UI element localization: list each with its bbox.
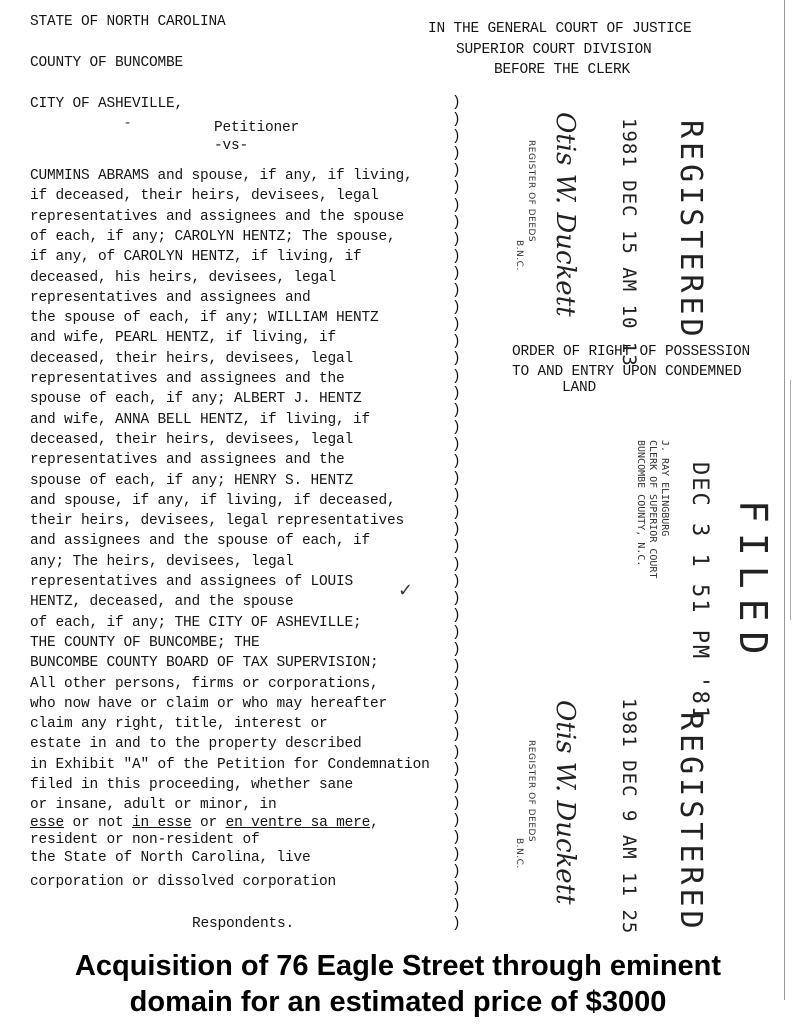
bracket-paren: ) bbox=[452, 590, 461, 607]
bracket-paren: ) bbox=[452, 146, 461, 163]
bracket-paren: ) bbox=[452, 830, 461, 847]
bracket-paren: ) bbox=[452, 402, 461, 419]
bracket-paren: ) bbox=[452, 847, 461, 864]
court-heading-line3: BEFORE THE CLERK bbox=[494, 62, 631, 78]
bracket-paren: ) bbox=[452, 419, 461, 436]
respondent-line: filed in this proceeding, whether sane bbox=[30, 777, 354, 793]
bracket-paren: ) bbox=[452, 727, 461, 744]
register-of-deeds-text: REGISTER OF DEEDS bbox=[526, 140, 536, 243]
respondent-line: representatives and assignees of LOUIS bbox=[30, 574, 354, 590]
registered-date-text: 1981 DEC 15 AM 10 13 bbox=[618, 118, 640, 367]
bracket-paren: ) bbox=[452, 573, 461, 590]
clerk-block bbox=[634, 440, 670, 578]
bracket-paren: ) bbox=[452, 642, 461, 658]
caption-line-1: Acquisition of 76 Eagle Street through eminent bbox=[74, 950, 722, 982]
respondent-line: deceased, his heirs, devisees, legal bbox=[30, 269, 337, 286]
bracket-paren: ) bbox=[452, 231, 461, 248]
petitioner-name: CITY OF ASHEVILLE, bbox=[30, 96, 184, 112]
order-title-line3: LAND bbox=[562, 380, 597, 396]
bracket-paren: ) bbox=[452, 265, 461, 282]
respondent-line: HENTZ, deceased, and the spouse bbox=[30, 594, 294, 611]
register-county-bottom bbox=[512, 838, 530, 869]
handwritten-check-mark: ✓ bbox=[398, 580, 414, 601]
bracket-paren: ) bbox=[452, 881, 461, 898]
bracket-paren: ) bbox=[452, 112, 461, 129]
court-heading-line1: IN THE GENERAL COURT OF JUSTICE bbox=[428, 21, 692, 37]
respondent-line: in Exhibit "A" of the Petition for Condemnation bbox=[30, 756, 430, 773]
bracket-paren: ) bbox=[452, 248, 461, 265]
respondent-line: claim any right, title, interest or bbox=[30, 716, 328, 733]
registered-stamp-bottom bbox=[673, 712, 708, 933]
order-title-line2: TO AND ENTRY UPON CONDEMNED bbox=[512, 364, 742, 380]
caption-bracket bbox=[452, 95, 472, 933]
right-edge-line-2 bbox=[790, 380, 791, 620]
registered-date-top bbox=[618, 118, 640, 367]
bracket-paren: ) bbox=[452, 522, 461, 539]
bracket-paren: ) bbox=[452, 163, 461, 180]
respondent-line: of each, if any; THE CITY OF ASHEVILLE; bbox=[30, 614, 362, 631]
respondent-line: representatives and assignees and the bbox=[30, 452, 345, 469]
register-of-deeds-top bbox=[524, 140, 542, 242]
respondent-line: if any, of CAROLYN HENTZ, if living, if bbox=[30, 249, 362, 266]
state-heading: STATE OF NORTH CAROLINA bbox=[30, 14, 226, 30]
signature-bottom-image: Otis W. Duckett bbox=[550, 700, 580, 905]
respondent-line: spouse of each, if any; HENRY S. HENTZ bbox=[30, 472, 354, 489]
bracket-paren: ) bbox=[452, 180, 461, 197]
respondent-line: All other persons, firms or corporations, bbox=[30, 675, 379, 692]
bracket-paren: ) bbox=[452, 453, 461, 470]
register-county-text: B.N.C. bbox=[514, 240, 524, 271]
registered-date-bottom-text: 1981 DEC 9 AM 11 25 bbox=[618, 698, 640, 935]
bracket-paren: ) bbox=[452, 710, 461, 727]
bracket-paren: ) bbox=[452, 864, 461, 881]
signature-image: Otis W. Duckett bbox=[550, 112, 580, 317]
bracket-paren: ) bbox=[452, 317, 461, 334]
respondent-line: if deceased, their heirs, devisees, legal bbox=[30, 188, 379, 205]
versus-label: -vs- bbox=[214, 138, 249, 154]
registered-date-bottom bbox=[618, 698, 640, 934]
respondent-line: of each, if any; CAROLYN HENTZ; The spouse, bbox=[30, 228, 396, 245]
bracket-paren: ) bbox=[452, 471, 461, 488]
bracket-paren: ) bbox=[452, 556, 461, 573]
bracket-paren: ) bbox=[452, 693, 461, 710]
closing-line-3: corporation or dissolved corporation bbox=[30, 874, 337, 890]
respondent-line: and wife, PEARL HENTZ, if living, if bbox=[30, 330, 337, 347]
in-esse-phrase: in esse bbox=[132, 815, 192, 831]
bracket-paren: ) bbox=[452, 761, 461, 778]
respondent-line: and wife, ANNA BELL HENTZ, if living, if bbox=[30, 411, 371, 428]
bracket-paren: ) bbox=[452, 351, 461, 368]
closing-line-2: the State of North Carolina, live bbox=[30, 850, 311, 866]
closing-line-1: resident or non-resident of bbox=[30, 832, 260, 848]
bracket-paren: ) bbox=[452, 283, 461, 300]
bracket-paren: ) bbox=[452, 368, 461, 385]
clerk-name: J. RAY ELINGBURG bbox=[659, 440, 670, 537]
bracket-paren: ) bbox=[452, 898, 461, 915]
bracket-paren: ) bbox=[452, 197, 461, 214]
bracket-paren: ) bbox=[452, 505, 461, 522]
filed-word: FILED bbox=[731, 500, 775, 665]
respondent-line: and assignees and the spouse of each, if bbox=[30, 533, 371, 550]
respondent-line: the spouse of each, if any; WILLIAM HENTZ bbox=[30, 310, 379, 327]
registered-stamp-top bbox=[673, 120, 708, 341]
bracket-paren: ) bbox=[452, 778, 461, 795]
esse-line bbox=[30, 815, 379, 832]
bracket-paren: ) bbox=[452, 385, 461, 402]
bracket-paren: ) bbox=[452, 539, 461, 556]
bracket-paren: ) bbox=[452, 744, 461, 761]
respondent-line: deceased, their heirs, devisees, legal bbox=[30, 431, 354, 448]
signature-bottom bbox=[550, 700, 580, 905]
registered-word: REGISTERED bbox=[673, 120, 708, 341]
bracket-paren: ) bbox=[452, 436, 461, 453]
bracket-paren: ) bbox=[452, 607, 461, 624]
bracket-paren: ) bbox=[452, 812, 461, 829]
bracket-paren: ) bbox=[452, 95, 461, 111]
county-heading: COUNTY OF BUNCOMBE bbox=[30, 55, 184, 71]
register-county-bottom-text: B.N.C. bbox=[514, 838, 524, 869]
bracket-paren: ) bbox=[452, 795, 461, 812]
court-heading-line2: SUPERIOR COURT DIVISION bbox=[456, 42, 652, 58]
respondent-line: or insane, adult or minor, in bbox=[30, 797, 277, 814]
petitioner-label: Petitioner bbox=[214, 120, 300, 136]
respondent-line: CUMMINS ABRAMS and spouse, if any, if living, bbox=[30, 168, 413, 184]
respondent-line: who now have or claim or who may hereafter bbox=[30, 695, 388, 712]
bracket-paren: ) bbox=[452, 334, 461, 351]
respondent-line: THE COUNTY OF BUNCOMBE; THE bbox=[30, 634, 260, 651]
register-of-deeds-bottom-text: REGISTER OF DEEDS bbox=[526, 740, 536, 843]
register-of-deeds-bottom bbox=[524, 740, 542, 842]
bracket-paren: ) bbox=[452, 214, 461, 231]
image-caption bbox=[0, 948, 796, 1020]
bracket-paren: ) bbox=[452, 300, 461, 317]
comma-text: , bbox=[370, 815, 379, 831]
bracket-paren: ) bbox=[452, 488, 461, 505]
caption-line-2: domain for an estimated price of $3000 bbox=[129, 986, 667, 1018]
filed-date bbox=[687, 462, 712, 721]
bracket-paren: ) bbox=[452, 676, 461, 693]
respondent-line: any; The heirs, devisees, legal bbox=[30, 553, 294, 570]
bracket-paren: ) bbox=[452, 129, 461, 146]
filed-stamp bbox=[731, 500, 775, 664]
respondent-line: BUNCOMBE COUNTY BOARD OF TAX SUPERVISION; bbox=[30, 655, 379, 672]
respondent-line: deceased, their heirs, devisees, legal bbox=[30, 350, 354, 367]
respondent-line: representatives and assignees and the spouse bbox=[30, 208, 405, 225]
bracket-paren: ) bbox=[452, 659, 461, 676]
clerk-county: BUNCOMBE COUNTY, N.C. bbox=[635, 440, 646, 567]
respondent-line: representatives and assignees and bbox=[30, 289, 311, 306]
stray-mark: - bbox=[125, 115, 131, 131]
esse-text: or not bbox=[64, 815, 133, 831]
respondent-line: their heirs, devisees, legal representatives bbox=[30, 513, 405, 530]
clerk-title: CLERK OF SUPERIOR COURT bbox=[647, 440, 658, 579]
filed-date-text: DEC 3 1 51 PM '81 bbox=[687, 462, 712, 722]
bracket-paren: ) bbox=[452, 915, 461, 932]
en-ventre-phrase: en ventre sa mere bbox=[225, 815, 371, 831]
register-county-top bbox=[512, 240, 530, 271]
or-text: or bbox=[191, 815, 226, 831]
signature-top bbox=[550, 112, 580, 317]
bracket-paren: ) bbox=[452, 624, 461, 641]
respondent-line: estate in and to the property described bbox=[30, 736, 362, 753]
respondent-line: representatives and assignees and the bbox=[30, 371, 345, 387]
respondent-line: spouse of each, if any; ALBERT J. HENTZ bbox=[30, 391, 362, 408]
respondent-line: and spouse, if any, if living, if deceased, bbox=[30, 492, 396, 509]
registered-word-bottom: REGISTERED bbox=[673, 712, 708, 933]
order-title-line1: ORDER OF RIGHT OF POSSESSION bbox=[512, 344, 751, 360]
right-edge-line bbox=[784, 0, 785, 1000]
respondents-label: Respondents. bbox=[192, 916, 295, 932]
esse-word: esse bbox=[30, 815, 65, 831]
